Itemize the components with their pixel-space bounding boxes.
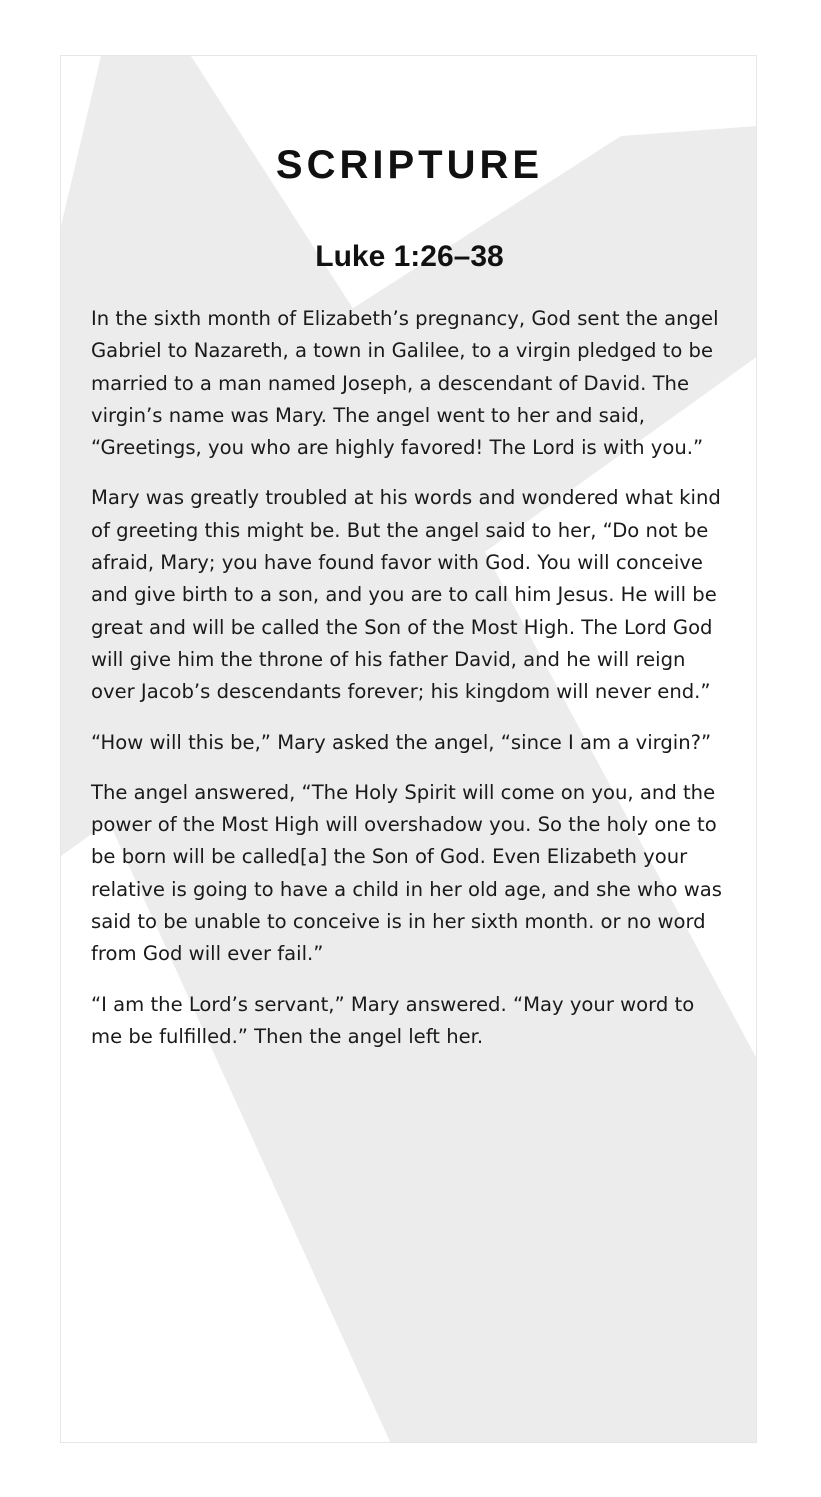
passage-paragraph: “I am the Lord’s servant,” Mary answered. “May your word to me be fulfilled.” Then the angel left her. bbox=[91, 992, 695, 1048]
scripture-reference: Luke 1:26–38 bbox=[315, 240, 504, 273]
passage-paragraph: “How will this be,” Mary asked the angel, “since I am a virgin?” bbox=[91, 730, 712, 754]
passage-paragraph: The angel answered, “The Holy Spirit will come on you, and the power of the Most High will overshadow you. So the holy one to be born will be called[a] the Son of God. Even Elizabeth your relative is going to have a child in her old age, and she who was said to be unable to conceive is in her sixth month. or no word from God will ever fail.” bbox=[91, 780, 722, 966]
section-heading: SCRIPTURE bbox=[275, 143, 544, 187]
scripture-card bbox=[60, 55, 757, 1443]
passage-paragraph: In the sixth month of Elizabeth’s pregnancy, God sent the angel Gabriel to Nazareth, a town in Galilee, to a virgin pledged to be married to a man named Joseph, a descendant of David. The virgin’s name was Mary. The angel went to her and said, “Greetings, you who are highly favored! The Lord is with you.” bbox=[91, 307, 719, 460]
passage-paragraph: Mary was greatly troubled at his words and wondered what kind of greeting this might be. But the angel said to her, “Do not be afraid, Mary; you have found favor with God. You will conceive and give birth to a son, and you are to call him Jesus. He will be great and will be called the Son of the Most High. The Lord God will give him the throne of his father David, and he will reign over Jacob’s descendants forever; his kingdom will never end.” bbox=[91, 486, 721, 704]
scripture-passage bbox=[91, 303, 731, 1071]
